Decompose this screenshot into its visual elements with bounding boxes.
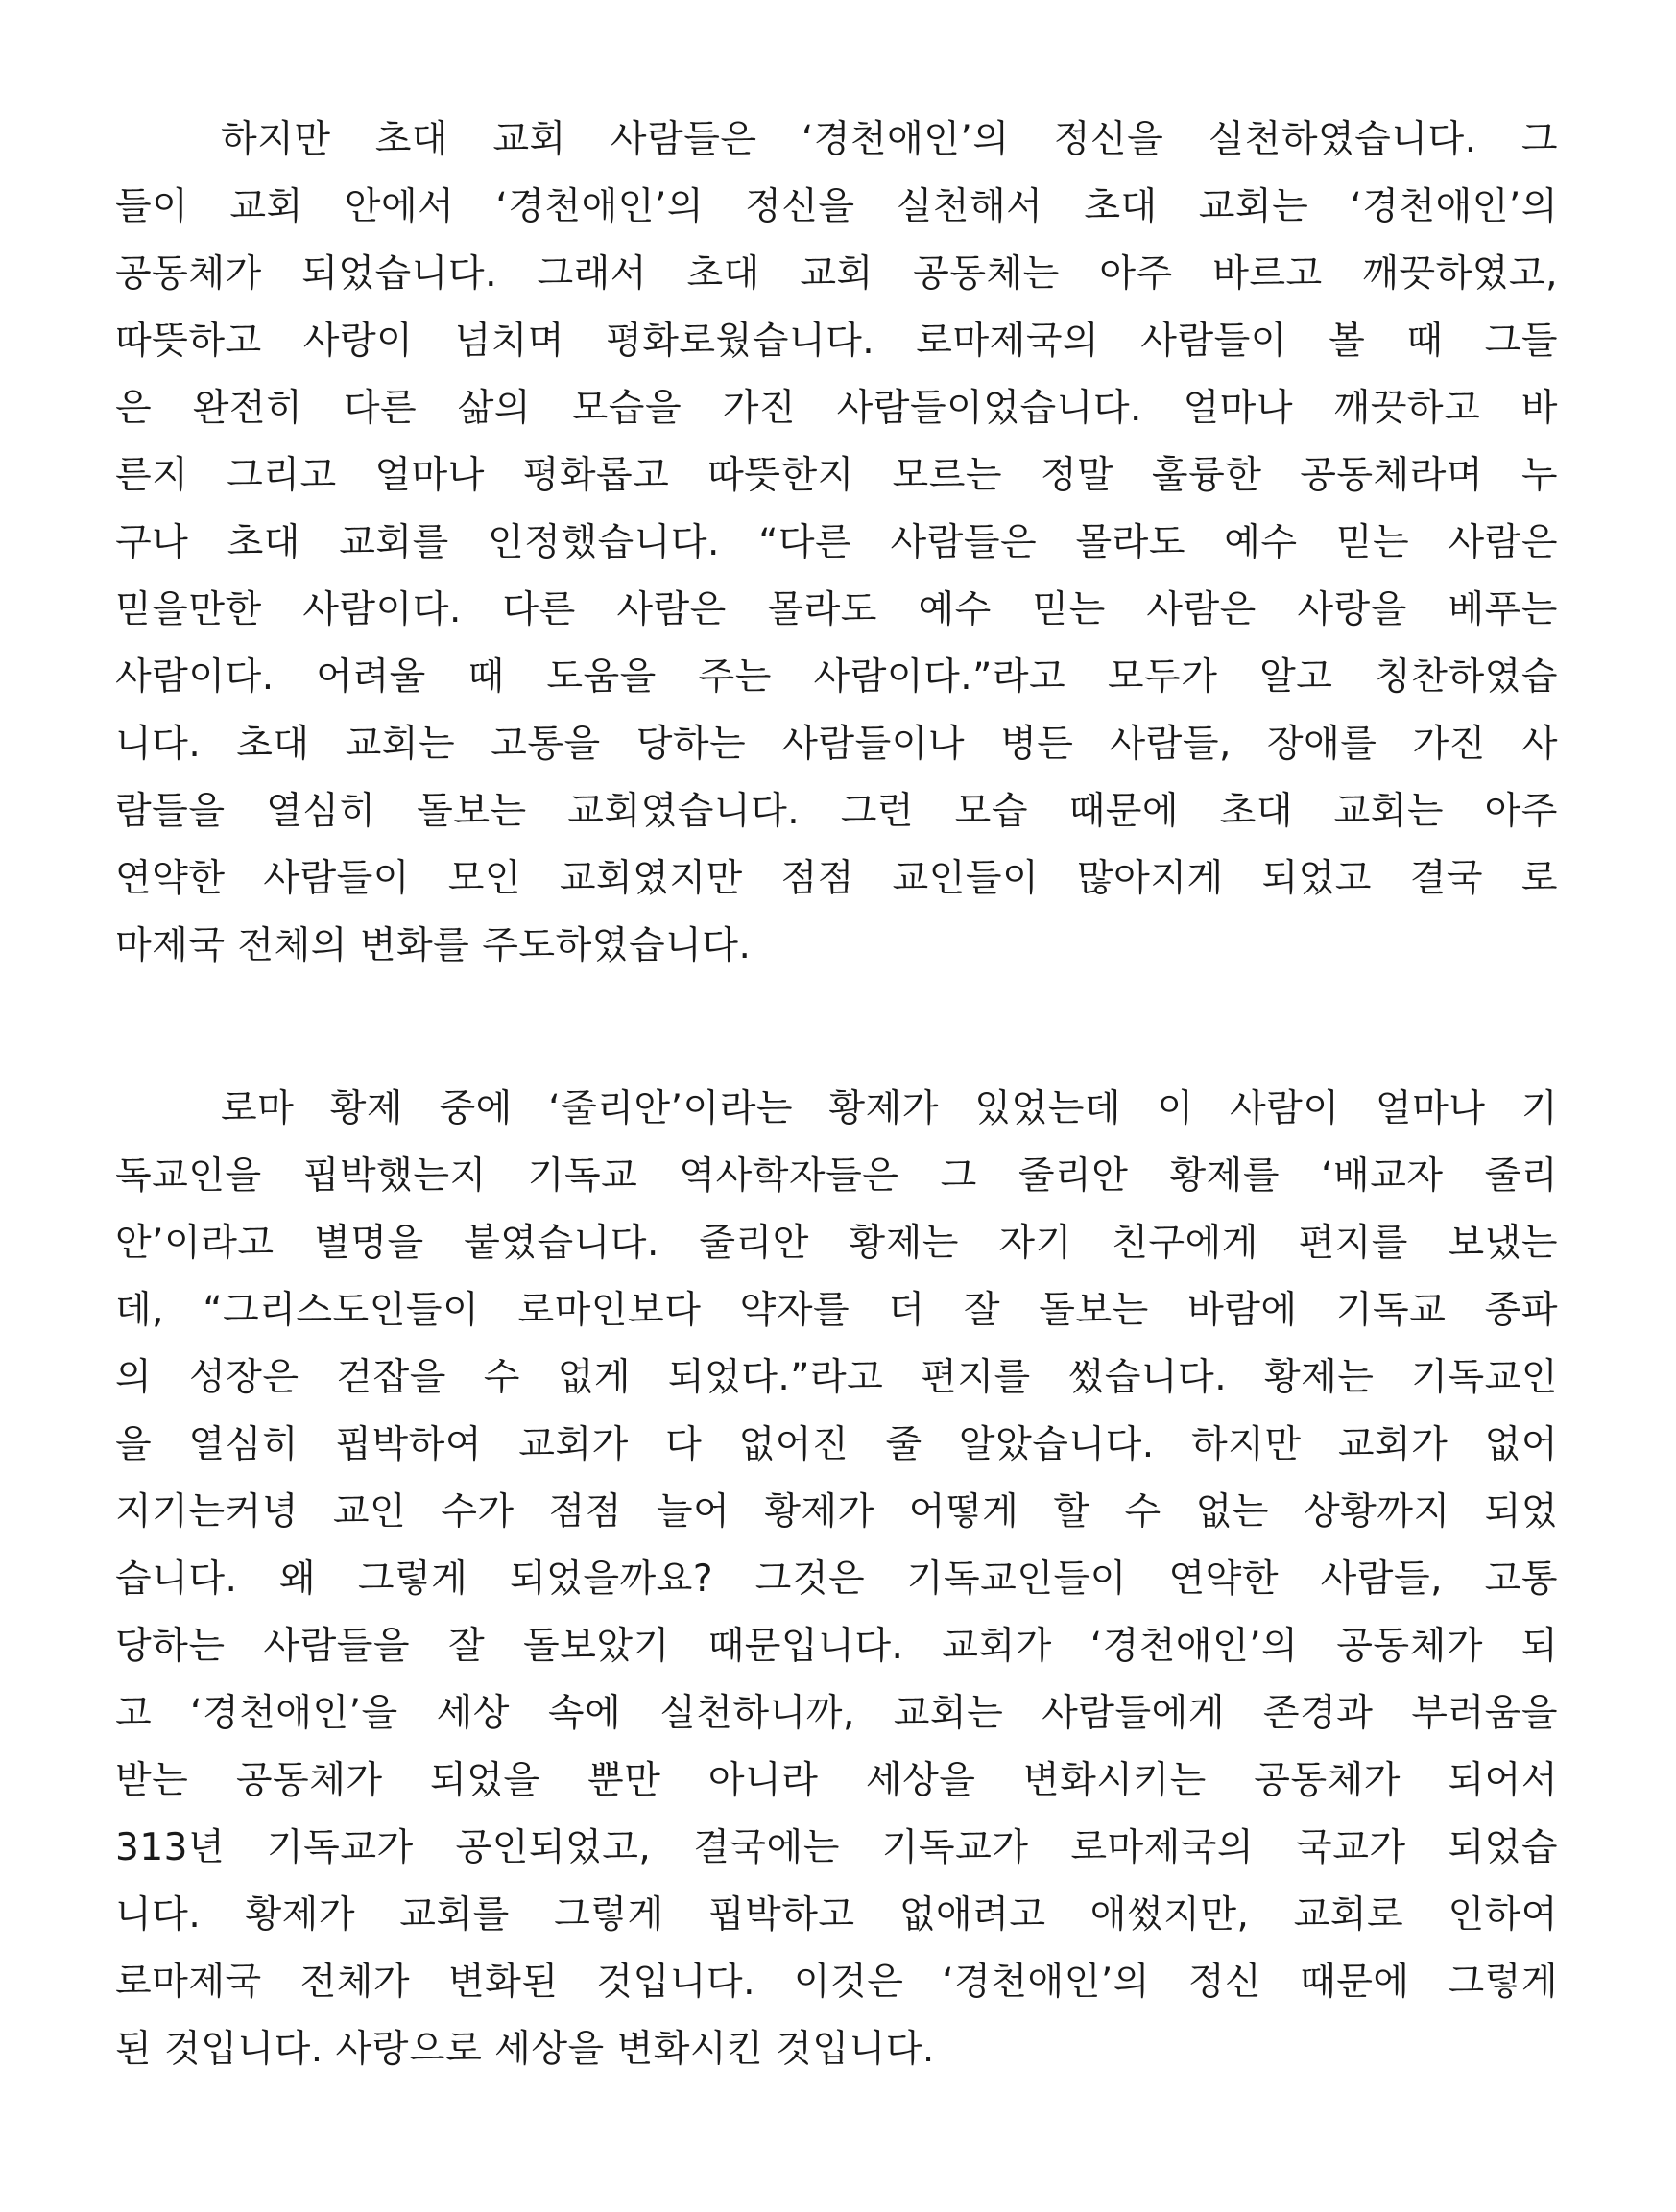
paragraph-line: 믿을만한 사람이다. 다른 사람은 몰라도 예수 믿는 사람은 사랑을 베푸는 bbox=[115, 588, 1558, 631]
paragraph-line: 을 열심히 핍박하여 교회가 다 없어진 줄 알았습니다. 하지만 교회가 없어 bbox=[115, 1423, 1558, 1466]
paragraph-line: 들이 교회 안에서 ‘경천애인’의 정신을 실천해서 초대 교회는 ‘경천애인’의 bbox=[115, 185, 1558, 228]
paragraph-line: 당하는 사람들을 잘 돌보았기 때문입니다. 교회가 ‘경천애인’의 공동체가 되 bbox=[115, 1625, 1558, 1668]
paragraph-line: 지기는커녕 교인 수가 점점 늘어 황제가 어떻게 할 수 없는 상황까지 되었 bbox=[115, 1490, 1558, 1534]
paragraph-line: 람들을 열심히 돌보는 교회였습니다. 그런 모습 때문에 초대 교회는 아주 bbox=[115, 790, 1558, 833]
paragraph-line: 313년 기독교가 공인되었고, 결국에는 기독교가 로마제국의 국교가 되었습 bbox=[115, 1826, 1558, 1869]
paragraph-line: 따뜻하고 사랑이 넘치며 평화로웠습니다. 로마제국의 사람들이 볼 때 그들 bbox=[115, 320, 1558, 363]
paragraph-line: 른지 그리고 얼마나 평화롭고 따뜻한지 모르는 정말 훌륭한 공동체라며 누 bbox=[115, 454, 1558, 497]
paragraph-line: 하지만 초대 교회 사람들은 ‘경천애인’의 정신을 실천하였습니다. 그 bbox=[221, 118, 1558, 161]
paragraph-line: 니다. 초대 교회는 고통을 당하는 사람들이나 병든 사람들, 장애를 가진 사 bbox=[115, 723, 1558, 766]
paragraph-line: 로마제국 전체가 변화된 것입니다. 이것은 ‘경천애인’의 정신 때문에 그렇게 bbox=[115, 1961, 1558, 2004]
paragraph-line: 의 성장은 걷잡을 수 없게 되었다.”라고 편지를 썼습니다. 황제는 기독교인 bbox=[115, 1356, 1558, 1399]
paragraph-line: 마제국 전체의 변화를 주도하였습니다. bbox=[115, 924, 752, 967]
paragraph-line: 독교인을 핍박했는지 기독교 역사학자들은 그 줄리안 황제를 ‘배교자 줄리 bbox=[115, 1154, 1558, 1198]
paragraph-line: 니다. 황제가 교회를 그렇게 핍박하고 없애려고 애썼지만, 교회로 인하여 bbox=[115, 1893, 1558, 1937]
paragraph-line: 된 것입니다. 사랑으로 세상을 변화시킨 것입니다. bbox=[115, 2028, 935, 2071]
paragraph-line: 연약한 사람들이 모인 교회였지만 점점 교인들이 많아지게 되었고 결국 로 bbox=[115, 857, 1558, 900]
paragraph-line: 로마 황제 중에 ‘줄리안’이라는 황제가 있었는데 이 사람이 얼마나 기 bbox=[221, 1087, 1558, 1130]
paragraph-line: 구나 초대 교회를 인정했습니다. “다른 사람들은 몰라도 예수 믿는 사람은 bbox=[115, 521, 1558, 564]
paragraph-line: 고 ‘경천애인’을 세상 속에 실천하니까, 교회는 사람들에게 존경과 부러움을 bbox=[115, 1692, 1558, 1735]
paragraph-line: 사람이다. 어려울 때 도움을 주는 사람이다.”라고 모두가 알고 칭찬하였습 bbox=[115, 655, 1558, 699]
paragraph-line: 받는 공동체가 되었을 뿐만 아니라 세상을 변화시키는 공동체가 되어서 bbox=[115, 1759, 1558, 1802]
paragraph-line: 공동체가 되었습니다. 그래서 초대 교회 공동체는 아주 바르고 깨끗하였고, bbox=[115, 252, 1558, 296]
paragraph-line: 습니다. 왜 그렇게 되었을까요? 그것은 기독교인들이 연약한 사람들, 고통 bbox=[115, 1558, 1558, 1601]
paragraph-line: 데, “그리스도인들이 로마인보다 약자를 더 잘 돌보는 바람에 기독교 종파 bbox=[115, 1289, 1558, 1332]
paragraph-line: 은 완전히 다른 삶의 모습을 가진 사람들이었습니다. 얼마나 깨끗하고 바 bbox=[115, 387, 1558, 430]
paragraph-line: 안’이라고 별명을 붙였습니다. 줄리안 황제는 자기 친구에게 편지를 보냈는 bbox=[115, 1222, 1558, 1265]
